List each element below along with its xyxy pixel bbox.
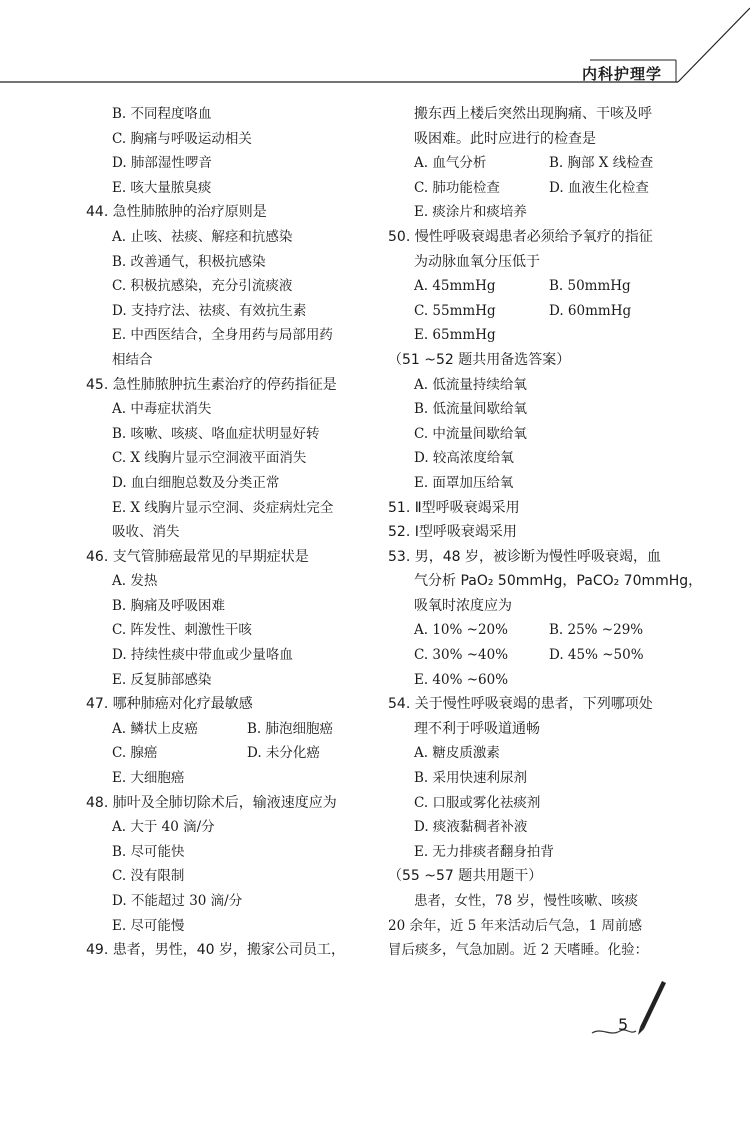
- answer-option: A. 血气分析: [414, 155, 487, 172]
- answer-option: C. 中流量间歇给氧: [414, 425, 527, 442]
- question-line: （55 ~57 题共用题干）: [388, 868, 543, 885]
- answer-option: A. 低流量持续给氧: [414, 376, 527, 393]
- answer-option: A. 发热: [112, 573, 158, 590]
- answer-option: [388, 274, 678, 299]
- answer-option: D. 持续性痰中带血或少量咯血: [112, 647, 293, 664]
- question-line: 50. 慢性呼吸衰竭患者必须给予氧疗的指征: [388, 228, 653, 245]
- answer-option: C. 肺功能检查: [414, 179, 500, 196]
- answer-option: D. 60mmHg: [549, 302, 632, 319]
- question-line: （51 ~52 题共用备选答案）: [388, 351, 571, 368]
- answer-option: B. 肺泡细胞癌: [247, 720, 334, 737]
- question-continuation: 为动脉血氧分压低于: [414, 253, 540, 270]
- question-line: 53. 男，48 岁，被诊断为慢性呼吸衰竭，血: [388, 548, 661, 565]
- answer-option: [86, 717, 368, 742]
- question-continuation: 搬东西上楼后突然出现胸痛、干咳及呼: [414, 106, 652, 122]
- answer-option: E. X 线胸片显示空洞、炎症病灶完全: [112, 499, 334, 516]
- question-line: 46. 支气管肺癌最常见的早期症状是: [86, 548, 309, 565]
- answer-option: [388, 176, 678, 201]
- page-number: 5: [618, 1015, 629, 1034]
- answer-option: C. X 线胸片显示空洞液平面消失: [112, 450, 307, 467]
- answer-option: C. 胸痛与呼吸运动相关: [112, 130, 252, 147]
- answer-option: D. 血白细胞总数及分类正常: [112, 474, 280, 491]
- question-line: 54. 关于慢性呼吸衰竭的患者，下列哪项处: [388, 696, 653, 713]
- answer-option: E. 无力排痰者翻身拍背: [414, 843, 554, 860]
- question-continuation: 气分析 PaO₂ 50mmHg，PaCO₂ 70mmHg，: [414, 573, 703, 590]
- answer-option: B. 胸部 X 线检查: [549, 155, 654, 172]
- answer-option: B. 采用快速利尿剂: [414, 770, 528, 787]
- answer-option: D. 肺部湿性啰音: [112, 155, 212, 172]
- answer-option: B. 胸痛及呼吸困难: [112, 597, 226, 614]
- answer-option: D. 不能超过 30 滴/分: [112, 893, 243, 909]
- answer-option: E. 面罩加压给氧: [414, 474, 514, 491]
- answer-option: A. 大于 40 滴/分: [112, 819, 215, 836]
- answer-option: E. 大细胞癌: [112, 770, 185, 787]
- answer-option: E. 尽可能慢: [112, 917, 185, 934]
- question-line: 51. Ⅱ型呼吸衰竭采用: [388, 499, 520, 516]
- answer-option: [388, 643, 678, 668]
- answer-option: A. 鳞状上皮癌: [112, 720, 198, 737]
- question-line: 49. 患者，男性，40 岁，搬家公司员工，: [86, 942, 345, 959]
- answer-option: B. 咳嗽、咳痰、咯血症状明显好转: [112, 425, 320, 442]
- answer-option: 吸收、消失: [112, 524, 180, 541]
- answer-option: [86, 741, 368, 766]
- question-line: 48. 肺叶及全肺切除术后，输液速度应为: [86, 794, 337, 811]
- answer-option: C. 阵发性、刺激性干咳: [112, 622, 252, 639]
- answer-option: C. 腺癌: [112, 745, 158, 762]
- answer-option: B. 50mmHg: [549, 278, 631, 295]
- right-column: [388, 102, 703, 963]
- answer-option: C. 积极抗感染，充分引流痰液: [112, 278, 293, 295]
- answer-option: E. 中西医结合，全身用药与局部用药: [112, 327, 333, 344]
- answer-option: C. 没有限制: [112, 868, 185, 885]
- case-paragraph-line: 20 余年，近 5 年来活动后气急，1 周前感: [388, 917, 643, 934]
- answer-option: E. 65mmHg: [414, 327, 496, 344]
- answer-option: [388, 618, 678, 643]
- answer-option: A. 糖皮质激素: [414, 745, 500, 762]
- question-line: 52. Ⅰ型呼吸衰竭采用: [388, 524, 517, 541]
- pen-icon: [590, 975, 670, 1045]
- answer-option: [388, 299, 678, 324]
- answer-option: C. 30% ~40%: [414, 647, 509, 664]
- answer-option: D. 痰液黏稠者补液: [414, 819, 528, 836]
- answer-option: B. 尽可能快: [112, 843, 185, 860]
- question-continuation: 理不利于呼吸道通畅: [414, 720, 540, 737]
- question-continuation: 吸氧时浓度应为: [414, 597, 512, 614]
- book-title: 内科护理学: [581, 65, 662, 83]
- answer-option: E. 痰涂片和痰培养: [414, 204, 527, 221]
- case-paragraph-line: 患者，女性，78 岁，慢性咳嗽、咳痰: [414, 893, 638, 909]
- answer-option: [388, 151, 678, 176]
- answer-option: C. 口服或雾化祛痰剂: [414, 794, 541, 811]
- question-line: 47. 哪种肺癌对化疗最敏感: [86, 696, 253, 713]
- question-line: 44. 急性肺脓肿的治疗原则是: [86, 204, 267, 221]
- answer-option: D. 血液生化检查: [549, 179, 649, 196]
- answer-option: B. 不同程度咯血: [112, 106, 212, 122]
- answer-option: B. 25% ~29%: [549, 622, 644, 639]
- answer-option: E. 反复肺部感染: [112, 671, 212, 688]
- answer-option: A. 中毒症状消失: [112, 401, 212, 418]
- answer-option: D. 45% ~50%: [549, 647, 644, 664]
- answer-option: D. 支持疗法、祛痰、有效抗生素: [112, 302, 307, 319]
- answer-option: A. 10% ~20%: [414, 622, 508, 639]
- answer-option: E. 咳大量脓臭痰: [112, 179, 212, 196]
- case-paragraph-line: 冒后痰多，气急加剧。近 2 天嗜睡。化验：: [388, 942, 649, 959]
- answer-option: D. 较高浓度给氧: [414, 450, 514, 467]
- answer-option: B. 低流量间歇给氧: [414, 401, 528, 418]
- left-column: [86, 102, 368, 963]
- answer-option: 相结合: [112, 351, 153, 368]
- question-continuation: 吸困难。此时应进行的检查是: [414, 130, 596, 147]
- answer-option: D. 未分化癌: [247, 745, 320, 762]
- answer-option: C. 55mmHg: [414, 302, 496, 319]
- question-line: 45. 急性肺脓肿抗生素治疗的停药指征是: [86, 376, 337, 393]
- answer-option: A. 止咳、祛痰、解痉和抗感染: [112, 228, 293, 245]
- answer-option: B. 改善通气，积极抗感染: [112, 253, 266, 270]
- answer-option: E. 40% ~60%: [414, 671, 509, 688]
- answer-option: A. 45mmHg: [414, 278, 496, 295]
